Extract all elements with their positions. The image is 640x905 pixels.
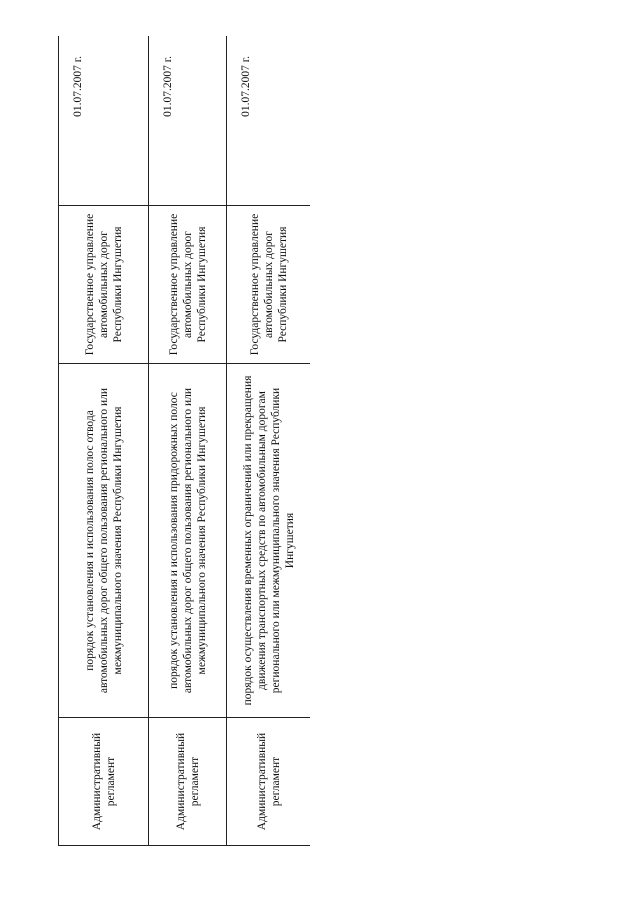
authority-cell: Государственное управление автомобильных дорог Республики Ингушетия bbox=[59, 206, 149, 364]
regulations-table bbox=[58, 36, 310, 846]
description-cell: порядок осуществления временных ограничений или прекращения движения транспортных средств по автомобильным дорогам регионального или межмуниципального значения Республики Ингушетия bbox=[227, 364, 311, 718]
document-kind-cell: Административный регламент bbox=[227, 718, 311, 846]
date-cell: 01.07.2007 г. bbox=[59, 36, 149, 206]
rotated-page-content bbox=[58, 36, 310, 846]
date-cell: 01.07.2007 г. bbox=[149, 36, 227, 206]
table-row bbox=[149, 36, 227, 846]
document-kind-cell: Административный регламент bbox=[149, 718, 227, 846]
description-cell: порядок установления и использования придорожных полос автомобильных дорог общего пользования регионального или межмуниципального значения Республики Ингушетия bbox=[149, 364, 227, 718]
authority-cell: Государственное управление автомобильных дорог Республики Ингушетия bbox=[227, 206, 311, 364]
table-row bbox=[59, 36, 149, 846]
description-cell: порядок установления и использования полос отвода автомобильных дорог общего пользования регионального или межмуниципального значения Республики Ингушетия bbox=[59, 364, 149, 718]
date-cell: 01.07.2007 г. bbox=[227, 36, 311, 206]
regulations-table-frame bbox=[58, 36, 310, 846]
table-row bbox=[227, 36, 311, 846]
authority-cell: Государственное управление автомобильных дорог Республики Ингушетия bbox=[149, 206, 227, 364]
document-kind-cell: Административный регламент bbox=[59, 718, 149, 846]
